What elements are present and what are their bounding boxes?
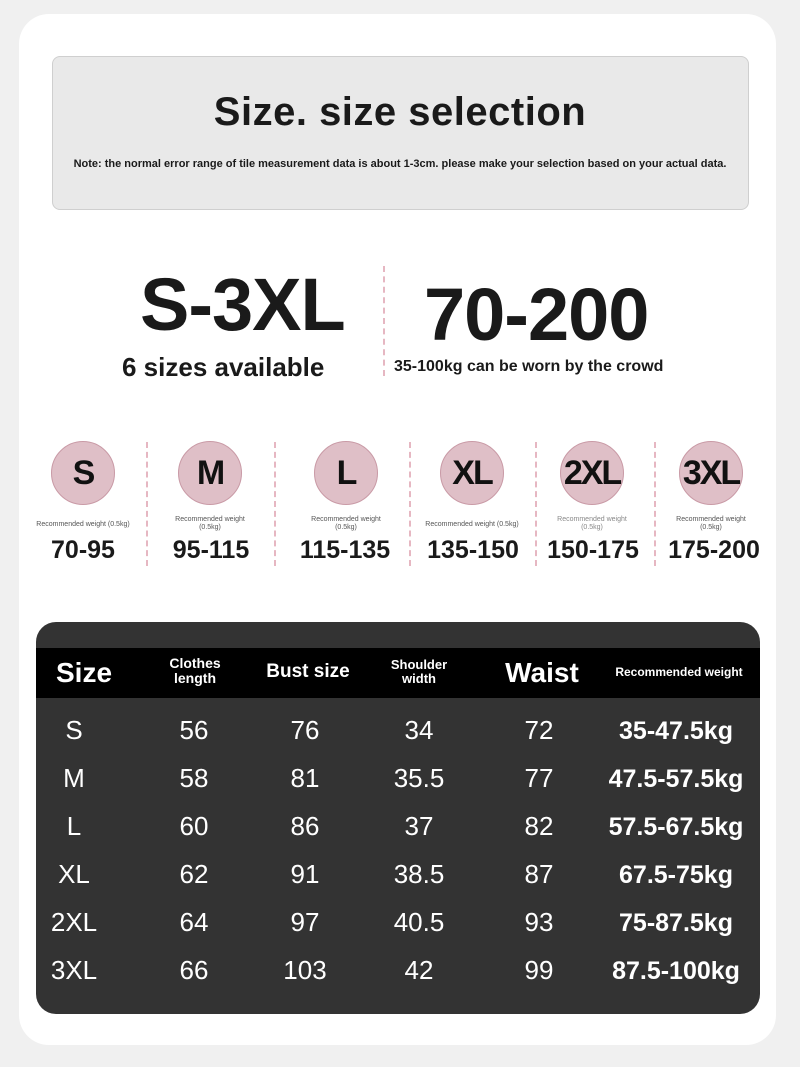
size-count-text: 6 sizes available bbox=[122, 352, 325, 382]
header-recommended-weight: Recommended weight bbox=[615, 665, 743, 679]
recommended-weight-label: Recommended weight (0.5kg) bbox=[311, 516, 381, 531]
size-weight-l: 115-135 bbox=[299, 536, 391, 564]
size-weight-s: 70-95 bbox=[51, 536, 115, 564]
header-shoulder-width: Shoulder width bbox=[390, 657, 448, 686]
size-divider bbox=[654, 442, 656, 566]
cell-recommended-weight: 57.5-67.5kg bbox=[608, 813, 744, 841]
cell-shoulder-width: 40.5 bbox=[393, 907, 445, 937]
cell-waist: 99 bbox=[524, 955, 554, 985]
weight-range: 70-200 bbox=[424, 273, 649, 356]
cell-bust-size: 86 bbox=[290, 811, 320, 841]
summary-divider bbox=[383, 266, 385, 376]
cell-waist: 87 bbox=[524, 859, 554, 889]
cell-clothes-length: 56 bbox=[179, 715, 209, 745]
size-weight-2xl: 150-175 bbox=[547, 536, 639, 564]
cell-waist: 93 bbox=[524, 907, 554, 937]
recommended-weight-label: Recommended weight (0.5kg) bbox=[676, 516, 746, 531]
cell-recommended-weight: 35-47.5kg bbox=[619, 717, 733, 745]
cell-size: M bbox=[63, 763, 85, 793]
cell-size: L bbox=[66, 811, 82, 841]
cell-recommended-weight: 67.5-75kg bbox=[619, 861, 733, 889]
cell-size: XL bbox=[58, 859, 90, 889]
size-circle-m: M bbox=[178, 441, 242, 505]
size-circle-s: S bbox=[51, 441, 115, 505]
header-waist: Waist bbox=[505, 657, 579, 688]
cell-shoulder-width: 37 bbox=[404, 811, 434, 841]
cell-waist: 77 bbox=[524, 763, 554, 793]
size-weight-m: 95-115 bbox=[172, 536, 250, 564]
cell-shoulder-width: 38.5 bbox=[393, 859, 445, 889]
size-table bbox=[36, 622, 760, 1014]
size-circle-l: L bbox=[314, 441, 378, 505]
cell-clothes-length: 60 bbox=[179, 811, 209, 841]
cell-clothes-length: 58 bbox=[179, 763, 209, 793]
measurement-note: Note: the normal error range of tile measurement data is about 1-3cm. please make your selection based on your actual data. bbox=[73, 158, 727, 170]
cell-waist: 82 bbox=[524, 811, 554, 841]
header-bust-size: Bust size bbox=[266, 661, 350, 682]
cell-size: 2XL bbox=[50, 907, 98, 937]
cell-recommended-weight: 87.5-100kg bbox=[612, 957, 740, 985]
size-divider bbox=[146, 442, 148, 566]
table-header-row bbox=[36, 648, 760, 698]
header-clothes-length: Clothes length bbox=[169, 655, 221, 686]
cell-shoulder-width: 42 bbox=[404, 955, 434, 985]
cell-bust-size: 97 bbox=[290, 907, 320, 937]
size-divider bbox=[274, 442, 276, 566]
cell-bust-size: 76 bbox=[290, 715, 320, 745]
cell-bust-size: 103 bbox=[283, 955, 327, 985]
size-circle-3xl: 3XL bbox=[679, 441, 743, 505]
cell-waist: 72 bbox=[524, 715, 554, 745]
cell-clothes-length: 62 bbox=[179, 859, 209, 889]
header-size: Size bbox=[55, 657, 113, 688]
cell-shoulder-width: 35.5 bbox=[393, 763, 445, 793]
cell-bust-size: 91 bbox=[290, 859, 320, 889]
size-weight-xl: 135-150 bbox=[427, 536, 519, 564]
cell-recommended-weight: 75-87.5kg bbox=[619, 909, 733, 937]
size-divider bbox=[409, 442, 411, 566]
cell-bust-size: 81 bbox=[290, 763, 320, 793]
size-weight-3xl: 175-200 bbox=[668, 536, 760, 564]
size-range: S-3XL bbox=[140, 263, 345, 346]
recommended-weight-label: Recommended weight (0.5kg) bbox=[557, 516, 627, 531]
weight-crowd-text: 35-100kg can be worn by the crowd bbox=[394, 358, 664, 375]
recommended-weight-label: Recommended weight (0.5kg) bbox=[425, 521, 519, 528]
cell-clothes-length: 66 bbox=[179, 955, 209, 985]
recommended-weight-label: Recommended weight (0.5kg) bbox=[36, 521, 130, 528]
size-circle-xl: XL bbox=[440, 441, 504, 505]
cell-clothes-length: 64 bbox=[179, 907, 209, 937]
size-circle-2xl: 2XL bbox=[560, 441, 624, 505]
cell-size: S bbox=[65, 715, 83, 745]
cell-shoulder-width: 34 bbox=[404, 715, 434, 745]
page-title: Size. size selection bbox=[213, 90, 587, 134]
cell-recommended-weight: 47.5-57.5kg bbox=[608, 765, 744, 793]
cell-size: 3XL bbox=[50, 955, 98, 985]
recommended-weight-label: Recommended weight (0.5kg) bbox=[175, 516, 245, 531]
